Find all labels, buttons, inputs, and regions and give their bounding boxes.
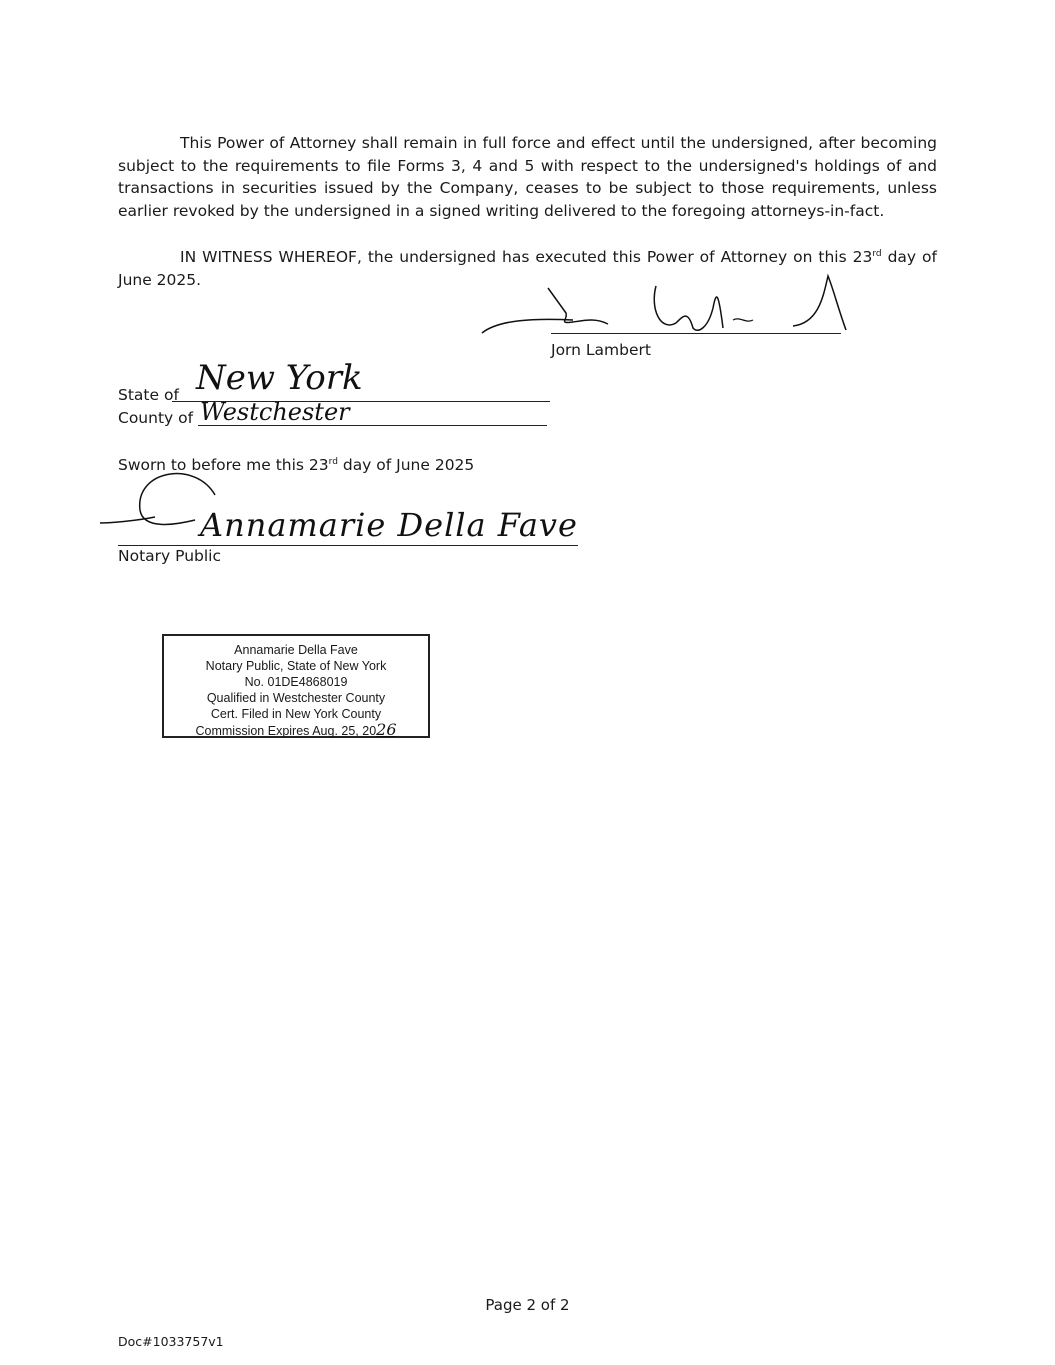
stamp-expiry-year: 26 [376, 720, 397, 739]
stamp-line-expires [164, 722, 428, 739]
notary-stamp [162, 634, 430, 738]
stamp-line-name: Annamarie Della Fave [234, 643, 358, 657]
state-label: State of [118, 386, 179, 404]
signer-signature-line [551, 333, 841, 334]
county-line [198, 425, 547, 426]
document-id: Doc#1033757v1 [118, 1334, 224, 1349]
stamp-line-filed: Cert. Filed in New York County [210, 707, 382, 721]
stamp-line-number: No. 01DE4868019 [244, 675, 348, 689]
stamp-expires-text: Commission Expires Aug. 25, 20 [195, 724, 377, 738]
county-value: Westchester [200, 398, 350, 426]
witness-text-end: day of June 2025. [118, 248, 937, 289]
signer-signature [478, 268, 858, 348]
sworn-text: Sworn to before me this 23 [118, 456, 329, 474]
notary-label: Notary Public [118, 547, 221, 565]
county-label: County of [118, 409, 194, 427]
page-number: Page 2 of 2 [485, 1296, 570, 1314]
signer-name: Jorn Lambert [551, 341, 651, 359]
state-value: New York [196, 358, 363, 398]
stamp-line-qualified: Qualified in Westchester County [206, 691, 386, 705]
sworn-ordinal: rd [328, 456, 338, 467]
sworn-text-end: day of June 2025 [337, 456, 475, 474]
notary-signature: Annamarie Della Fave [200, 506, 578, 544]
stamp-line-title: Notary Public, State of New York [205, 659, 387, 673]
witness-ordinal: rd [872, 248, 882, 259]
witness-text: IN WITNESS WHEREOF, the undersigned has executed this Power of Attorney on this 23 [180, 248, 873, 266]
power-of-attorney-duration-paragraph: This Power of Attorney shall remain in full force and effect until the undersigned, after becoming subject to the requirements to file Forms 3, 4 and 5 with respect to the undersigned's holdings of and transactions in securities issued by the Company, ceases to be subject to those requirements, unless earlier revoked by the undersigned in a signed writing delivered to the foregoing attorneys-in-fact. [118, 134, 937, 220]
